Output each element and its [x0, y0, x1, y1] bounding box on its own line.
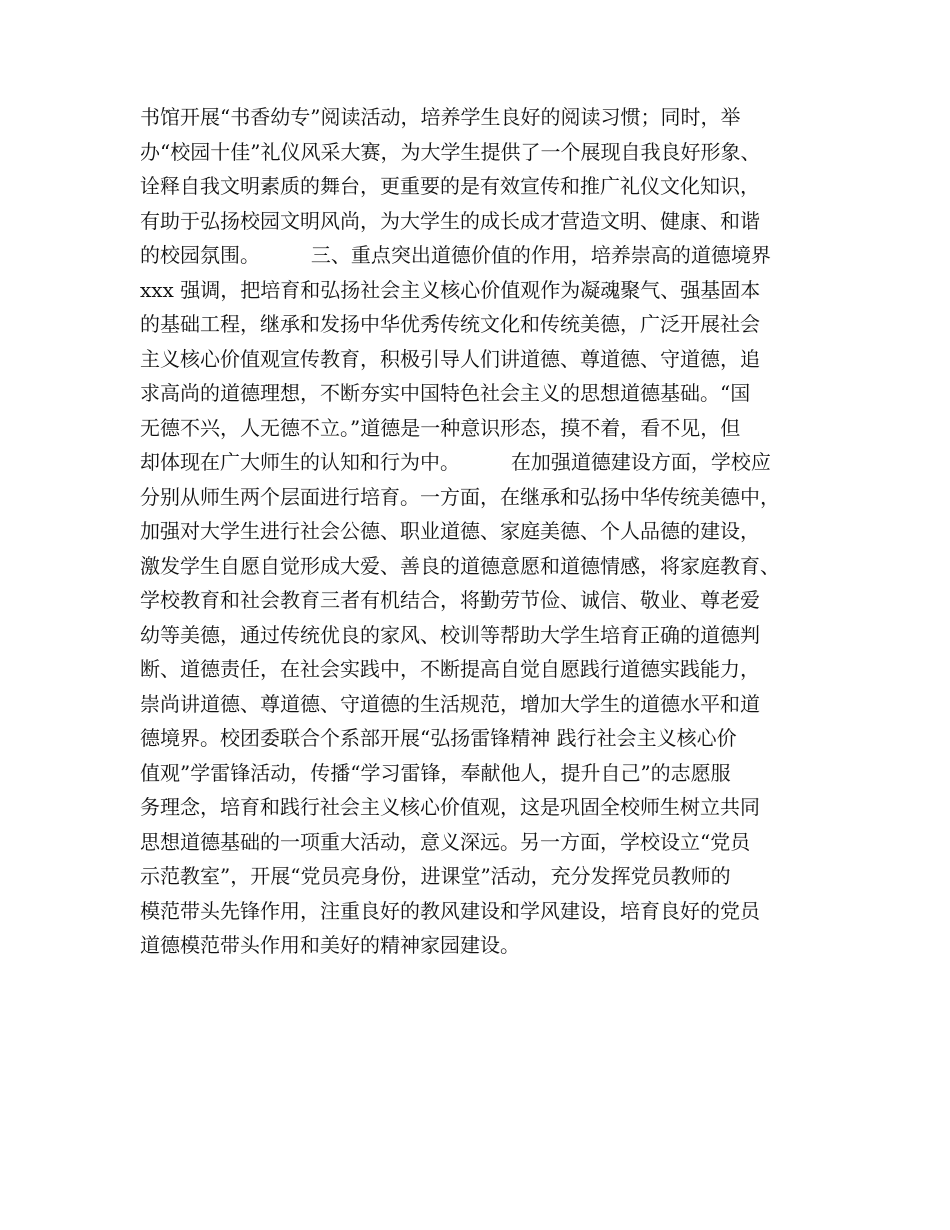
- text-line: 加强对大学生进行社会公德、职业道德、家庭美德、个人品德的建设，: [140, 519, 760, 543]
- text-line: 有助于弘扬校园文明风尚，为大学生的成长成才营造文明、健康、和谐: [140, 208, 760, 233]
- text-line: 激发学生自愿自觉形成大爱、善良的道德意愿和道德情感，将家庭教育、: [140, 553, 780, 578]
- body-text: [140, 100, 840, 963]
- text-line: 务理念，培育和践行社会主义核心价值观，这是巩固全校师生树立共同: [140, 795, 760, 819]
- text-line: 求高尚的道德理想，不断夯实中国特色社会主义的思想道德基础。“国: [140, 381, 751, 405]
- text-line: 示范教室”，开展“党员亮身份，进课堂”活动，充分发挥党员教师的: [140, 864, 731, 888]
- text-line: 幼等美德，通过传统优良的家风、校训等帮助大学生培育正确的道德判: [140, 622, 760, 647]
- text-line: 断、道德责任，在社会实践中，不断提高自觉自愿践行道德实践能力，: [140, 657, 760, 681]
- text-line: 模范带头先锋作用，注重良好的教风建设和学风建设，培育良好的党员: [140, 898, 760, 923]
- text-line: 德境界。校团委联合个系部开展“弘扬雷锋精神 践行社会主义核心价: [140, 726, 737, 750]
- text-line: 主义核心价值观宣传教育，积极引导人们讲道德、尊道德、守道德，追: [140, 346, 760, 371]
- text-line: 分别从师生两个层面进行培育。一方面，在继承和弘扬中华传统美德中，: [140, 484, 780, 509]
- text-line: 学校教育和社会教育三者有机结合，将勤劳节俭、诚信、敬业、尊老爱: [140, 588, 760, 612]
- text-line: 思想道德基础的一项重大活动，意义深远。另一方面，学校设立“党员: [140, 829, 751, 854]
- text-line: 的基础工程，继承和发扬中华优秀传统文化和传统美德，广泛开展社会: [140, 312, 760, 336]
- text-line: 的校园氛围。 三、重点突出道德价值的作用，培养崇高的道德境界: [140, 243, 771, 267]
- text-line: 道德模范带头作用和美好的精神家园建设。: [140, 933, 520, 957]
- text-line: 崇尚讲道德、尊道德、守道德的生活规范，增加大学生的道德水平和道: [140, 691, 760, 716]
- text-line: 诠释自我文明素质的舞台，更重要的是有效宣传和推广礼仪文化知识，: [140, 174, 760, 198]
- text-line: 却体现在广大师生的认知和行为中。 在加强道德建设方面，学校应: [140, 450, 771, 474]
- text-line: 办“校园十佳”礼仪风采大赛，为大学生提供了一个展现自我良好形象、: [140, 139, 761, 164]
- text-line: 书馆开展“书香幼专”阅读活动，培养学生良好的阅读习惯；同时，举: [140, 105, 741, 129]
- text-line: 值观”学雷锋活动，传播“学习雷锋，奉献他人，提升自己”的志愿服: [140, 760, 731, 785]
- text-line: xxx 强调，把培育和弘扬社会主义核心价值观作为凝魂聚气、强基固本: [140, 277, 761, 302]
- text-line: 无德不兴，人无德不立。”道德是一种意识形态，摸不着，看不见，但: [140, 415, 741, 440]
